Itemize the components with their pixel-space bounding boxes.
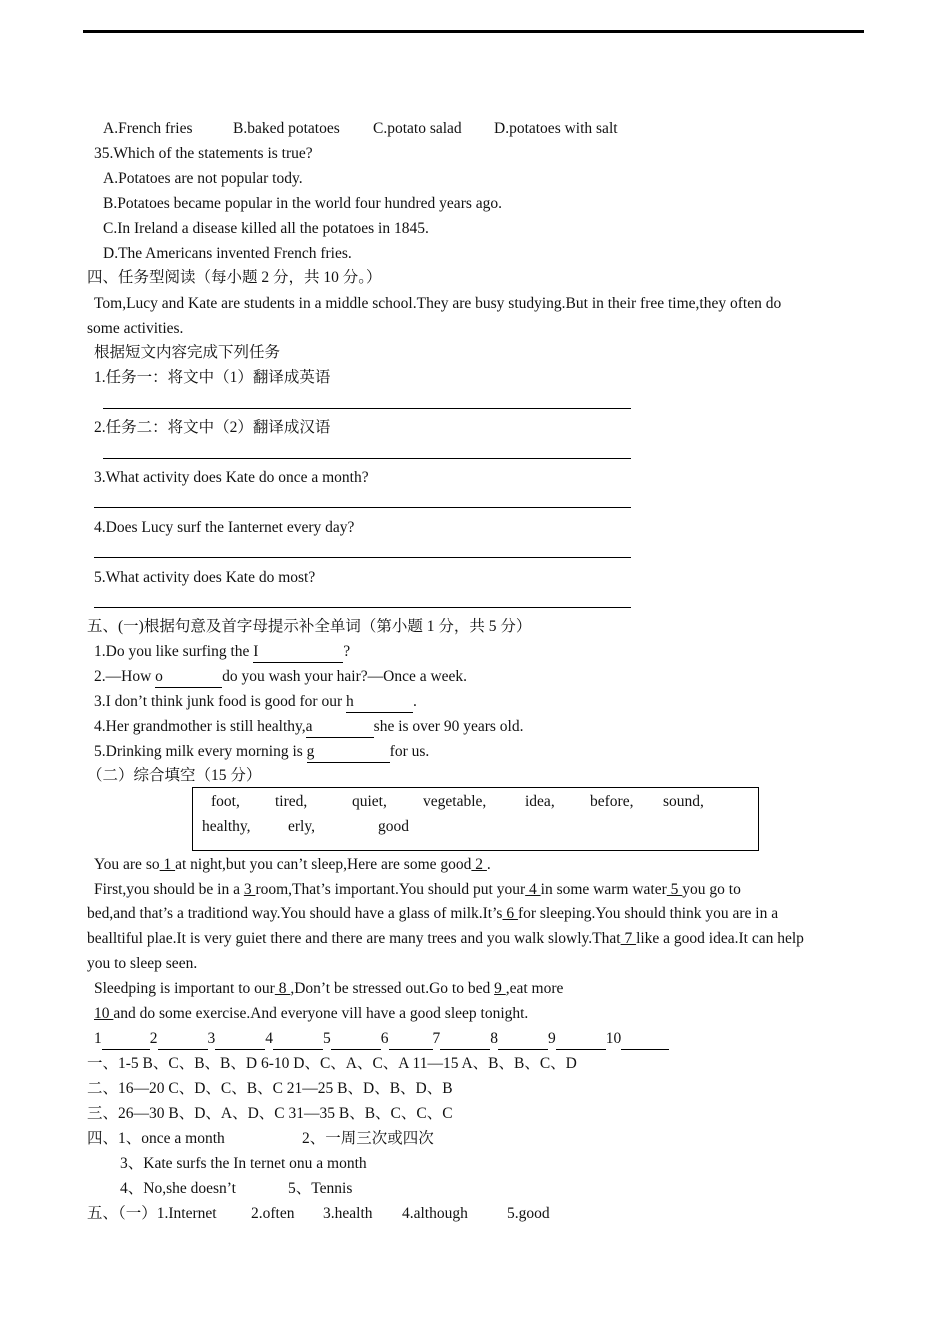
cloze-line	[94, 1004, 528, 1024]
cloze-blank[interactable]: 4	[525, 881, 541, 898]
answer-blank[interactable]	[389, 1029, 433, 1050]
cloze-text: ,eat more	[505, 980, 564, 997]
answer-blank[interactable]	[498, 1029, 548, 1050]
q35-option-a: A.Potatoes are not popular tody.	[103, 170, 303, 187]
fill-text: for us.	[389, 743, 430, 760]
blank-number: 8	[490, 1030, 498, 1047]
cloze-text: you go to	[682, 881, 741, 898]
word-bank-item: quiet,	[352, 793, 387, 810]
answer-key-4-3: 3、Kate surfs the In ternet onu a month	[120, 1155, 367, 1172]
cloze-text: First,you should be in a	[94, 881, 244, 898]
q34-option-b: B.baked potatoes	[233, 120, 340, 137]
word-bank-item: idea,	[525, 793, 555, 810]
cloze-blank[interactable]: 8	[274, 980, 291, 997]
fill-item-1	[94, 642, 350, 663]
answer-key-5-3: 3.health	[323, 1205, 373, 1222]
fill-text: 4.Her grandmother is still healthy,	[94, 718, 306, 735]
cloze-line: you to sleep seen.	[87, 955, 198, 972]
fill-text: she is over 90 years old.	[373, 718, 524, 735]
fill-text: .	[413, 693, 417, 710]
blank-number: 2	[149, 1030, 158, 1047]
answer-key-5-4: 4.although	[402, 1205, 468, 1222]
cloze-blank[interactable]: 2	[471, 856, 487, 873]
cloze-line	[94, 880, 741, 900]
blank-number: 9	[548, 1030, 556, 1047]
q34-option-c: C.potato salad	[373, 120, 462, 137]
task-1: 1.任务一：将文中（1）翻译成英语	[94, 369, 331, 386]
task-4: 4.Does Lucy surf the Ianternet every day?	[94, 519, 355, 536]
fill-blank[interactable]	[253, 642, 343, 663]
blank-number: 4	[265, 1030, 273, 1047]
section4-instruction: 根据短文内容完成下列任务	[94, 344, 281, 361]
answer-key-4-4: 4、No,she doesn’t	[120, 1180, 236, 1197]
answer-blank[interactable]	[158, 1029, 208, 1050]
cloze-text: bed,and that’s a traditiond way.You should have a glass of milk.It’s	[87, 905, 503, 922]
blank-number: 3	[207, 1030, 216, 1047]
fill-text: 3.I don’t think junk food is good for our	[94, 693, 347, 710]
answer-key-5-5: 5.good	[507, 1205, 550, 1222]
blank-number: 5	[323, 1030, 331, 1047]
fill-blank[interactable]	[155, 667, 222, 688]
hint-letter: h	[346, 693, 354, 710]
word-bank-item: before,	[590, 793, 634, 810]
answer-blanks-row	[94, 1029, 669, 1050]
hint-letter: o	[155, 668, 163, 685]
task-3: 3.What activity does Kate do once a month?	[94, 469, 369, 486]
fill-item-2	[94, 667, 467, 688]
answer-key-4-5: 5、Tennis	[288, 1180, 353, 1197]
word-bank	[192, 787, 759, 851]
answer-key-5-2: 2.often	[251, 1205, 295, 1222]
fill-item-4	[94, 717, 523, 738]
cloze-text: at night,but you can’t sleep,Here are some good	[175, 856, 472, 873]
task-2: 2.任务二：将文中（2）翻译成汉语	[94, 419, 331, 436]
cloze-line	[87, 904, 778, 924]
cloze-blank[interactable]: 3	[243, 881, 256, 898]
header-rule	[83, 30, 864, 33]
hint-letter: I	[253, 643, 259, 660]
cloze-text: Sleedping is important to our	[94, 980, 275, 997]
fill-text: ?	[343, 643, 351, 660]
answer-blank[interactable]	[440, 1029, 490, 1050]
fill-text: 1.Do you like surfing the	[94, 643, 254, 660]
answer-blank[interactable]	[621, 1029, 669, 1050]
cloze-blank[interactable]: 1	[159, 856, 176, 873]
answer-key-5: 五、（一）1.Internet	[87, 1205, 217, 1222]
fill-text: 2.—How	[94, 668, 156, 685]
hint-letter: a	[305, 718, 313, 735]
answer-key-2: 二、16—20 C、D、C、B、C 21—25 B、D、B、D、B	[87, 1080, 453, 1097]
hint-letter: g	[306, 743, 315, 760]
blank-number: 7	[432, 1030, 441, 1047]
fill-blank[interactable]	[346, 692, 413, 713]
cloze-line	[94, 979, 563, 999]
cloze-text: ,Don’t be stressed out.Go to bed	[290, 980, 495, 997]
fill-blank[interactable]	[306, 717, 374, 738]
answer-key-4: 四、1、once a month	[87, 1130, 225, 1147]
cloze-text: room,That’s important.You should put your	[255, 881, 526, 898]
cloze-blank[interactable]: 5	[666, 881, 683, 898]
cloze-line	[87, 929, 804, 949]
answer-line[interactable]	[103, 458, 631, 459]
cloze-text: bealltiful plae.It is very guiet there and there are many trees and you walk slowly.That	[87, 930, 621, 947]
word-bank-item: tired,	[275, 793, 308, 810]
word-bank-item: sound,	[663, 793, 704, 810]
answer-blank[interactable]	[273, 1029, 323, 1050]
section4-passage: Tom,Lucy and Kate are students in a middle school.They are busy studying.But in their free time,they often do	[94, 295, 782, 312]
blank-number: 6	[380, 1030, 389, 1047]
q35-stem: 35.Which of the statements is true?	[94, 145, 313, 162]
cloze-blank[interactable]: 9	[494, 980, 506, 997]
answer-blank[interactable]	[215, 1029, 265, 1050]
answer-line[interactable]	[94, 607, 631, 608]
cloze-text: for sleeping.You should think you are in a	[517, 905, 779, 922]
answer-key-4-2: 2、一周三次或四次	[302, 1130, 434, 1147]
word-bank-item: good	[378, 818, 409, 835]
cloze-text: in some warm water	[540, 881, 667, 898]
cloze-blank[interactable]: 7	[620, 930, 637, 947]
answer-line[interactable]	[94, 557, 631, 558]
q35-option-d: D.The Americans invented French fries.	[103, 245, 352, 262]
fill-text: do you wash your hair?—Once a week.	[222, 668, 468, 685]
section4-heading: 四、任务型阅读（每小题 2 分，共 10 分。）	[87, 269, 382, 286]
fill-item-3	[94, 692, 417, 713]
cloze-text: like a good idea.It can help	[636, 930, 804, 947]
cloze-blank[interactable]: 10	[94, 1005, 114, 1022]
answer-line[interactable]	[103, 408, 631, 409]
task-5: 5.What activity does Kate do most?	[94, 569, 316, 586]
fill-blank[interactable]	[307, 742, 390, 763]
section5-part2-heading: （二）综合填空（15 分）	[87, 767, 262, 784]
fill-item-5	[94, 742, 429, 763]
word-bank-item: foot,	[211, 793, 240, 810]
answer-blank[interactable]	[556, 1029, 606, 1050]
cloze-line	[94, 855, 491, 875]
answer-key-3: 三、26—30 B、D、A、D、C 31—35 B、B、C、C、C	[87, 1105, 453, 1122]
q35-option-b: B.Potatoes became popular in the world four hundred years ago.	[103, 195, 503, 212]
q35-option-c: C.In Ireland a disease killed all the potatoes in 1845.	[103, 220, 429, 237]
cloze-text: .	[486, 856, 491, 873]
word-bank-item: vegetable,	[423, 793, 487, 810]
answer-blank[interactable]	[102, 1029, 150, 1050]
word-bank-item: erly,	[288, 818, 315, 835]
answer-line[interactable]	[94, 507, 631, 508]
q34-option-d: D.potatoes with salt	[494, 120, 618, 137]
word-bank-item: healthy,	[202, 818, 251, 835]
section5-heading: 五、(一)根据句意及首字母提示补全单词（第小题 1 分，共 5 分）	[87, 618, 532, 635]
q34-option-a: A.French fries	[103, 120, 193, 137]
answer-blank[interactable]	[331, 1029, 381, 1050]
section4-passage-cont: some activities.	[87, 320, 184, 337]
cloze-text: You are so	[94, 856, 160, 873]
blank-number: 10	[605, 1030, 622, 1047]
cloze-blank[interactable]: 6	[502, 905, 518, 922]
fill-text: 5.Drinking milk every morning is	[94, 743, 307, 760]
cloze-text: and do some exercise.And everyone vill have a good sleep tonight.	[113, 1005, 529, 1022]
blank-number: 1	[94, 1030, 102, 1047]
answer-key-1: 一、1-5 B、C、B、B、D 6-10 D、C、A、C、A 11—15 A、B、B、C、D	[87, 1055, 577, 1072]
